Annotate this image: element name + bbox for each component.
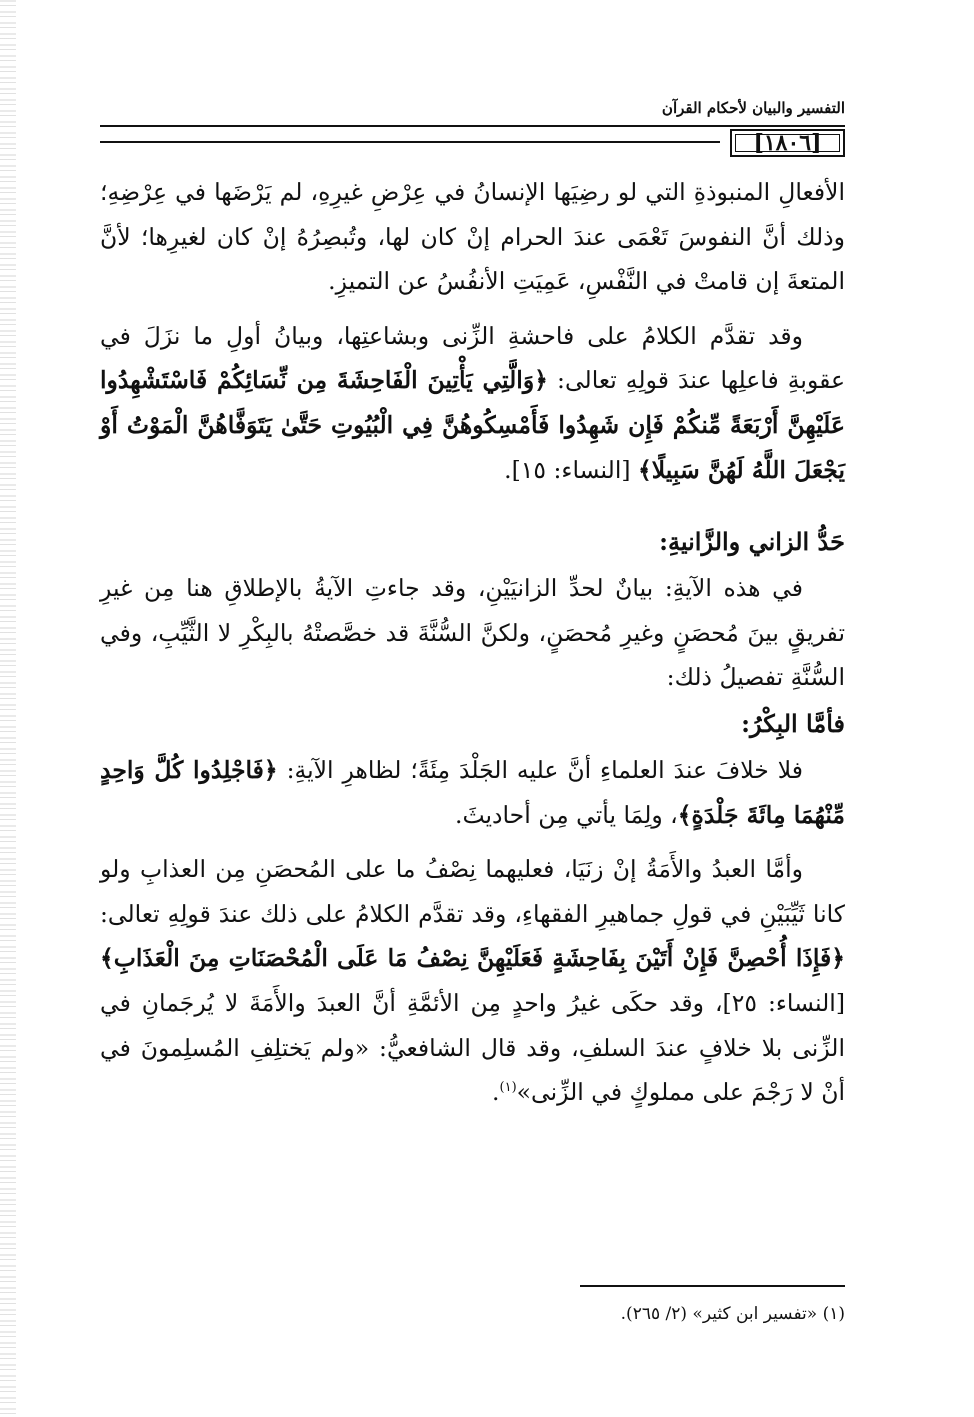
paragraph-4-text: فلا خلافَ عندَ العلماءِ أنَّ عليه الجَلْدَ مِئَةً؛ لظاهرِ الآيةِ: (277, 755, 803, 784)
header-rule-middle (100, 141, 720, 143)
quran-verse-nisa-25: ﴿فَإِذَا أُحْصِنَّ فَإِنْ أَتَيْنَ بِفَاحِشَةٍ فَعَلَيْهِنَّ نِصْفُ مَا عَلَى الْمُحْصَنَاتِ مِنَ الْعَذَابِ﴾ (100, 944, 845, 973)
paragraph-4 (100, 748, 845, 837)
verse-reference: [النساء: ١٥]. (504, 455, 638, 484)
paragraph-5-continued: [النساء: ٢٥]، وقد حكَى غيرُ واحدٍ مِن الأئمَّةِ أنَّ العبدَ والأَمَةَ لا يُرجَمانِ في الزِّنى بلا خلافٍ عندَ السلفِ، وقد قال الشافعيُّ: «ولم يَختلِفِ المُسلِمونَ في أنْ لا رَجْمَ على مملوكٍ في الزِّنى» (100, 988, 845, 1107)
section-heading-bikr: فأمَّا البِكْرُ: (741, 708, 845, 738)
paragraph-4-end: ، ولِمَا يأتي مِن أحاديثَ. (454, 800, 678, 829)
scan-edge-texture (0, 0, 16, 1417)
header-rule-top (100, 125, 845, 127)
footnotes (100, 1285, 845, 1327)
page-number: [١٨٠٦] (730, 129, 845, 157)
paragraph-5-end: . (492, 1078, 500, 1107)
footnote-divider (580, 1285, 845, 1287)
paragraph-1: الأفعالِ المنبوذةِ التي لو رضِيَها الإنسانُ في عِرْضِ غيرِهِ، لم يَرْضَها في عِرْضِهِ؛ وذلك أنَّ النفوسَ تَعْمَى عندَ الحرام إنْ كان لها، وتُبصِرُهُ إنْ كان لغيرِها؛ لأنَّ المتعةَ إن قامتْ في النَّفْسِ، عَمِيَتِ الأنفُسُ عن التميزِ. (100, 178, 845, 296)
page-header (100, 95, 845, 155)
section-heading-hadd: حَدُّ الزاني والزَّانيةِ: (659, 527, 845, 557)
page-body (100, 170, 845, 1115)
paragraph-2 (100, 314, 845, 492)
paragraph-2-text: وقد تقدَّم الكلامُ على فاحشةِ الزِّنى وبشاعتِها، وبيانُ أولِ ما نزَلَ في عقوبةِ فاعلِها عندَ قولِهِ تعالى: (100, 321, 845, 395)
paragraph-5 (100, 847, 845, 1115)
quran-verse-nur-2: ﴿فَاجْلِدُوا كُلَّ وَاحِدٍ مِّنْهُمَا مِائَةَ جَلْدَةٍ﴾ (100, 755, 845, 829)
footnote-1: (١) «تفسير ابن كثير» (٢/ ٢٦٥). (620, 1304, 845, 1324)
quran-verse-nisa-15: ﴿وَالَّتِي يَأْتِينَ الْفَاحِشَةَ مِن نِّسَائِكُمْ فَاسْتَشْهِدُوا عَلَيْهِنَّ أَرْبَعَةً مِّنكُمْ فَإِن شَهِدُوا فَأَمْسِكُوهُنَّ فِي الْبُيُوتِ حَتَّىٰ يَتَوَفَّاهُنَّ الْمَوْتُ أَوْ يَجْعَلَ اللَّهُ لَهُنَّ سَبِيلًا﴾ (100, 366, 845, 484)
paragraph-5-text: وأمَّا العبدُ والأَمَةُ إنْ زنَيَا، فعليهما نِصْفُ ما على المُحصَنِ مِن العذابِ ولو كانا ثَيِّبَيْنِ في قولِ جماهيرِ الفقهاءِ، وقد تقدَّم الكلامُ على ذلك عندَ قولِهِ تعالى: (100, 855, 845, 928)
paragraph-3: في هذه الآيةِ: بيانٌ لحدِّ الزانيَيْنِ، وقد جاءتِ الآيةُ بالإطلاقِ هنا مِن غيرِ تفريقٍ بينَ مُحصَنٍ وغيرِ مُحصَنٍ، ولكنَّ السُّنَّةَ قد خصَّصتْهُ بالبِكْرِ لا الثَّيِّبِ، وفي السُّنَّةِ تفصيلُ ذلك: (100, 574, 845, 692)
footnote-marker: (١) (499, 1080, 517, 1096)
running-title: التفسير والبيان لأحكام القرآن (661, 99, 845, 117)
